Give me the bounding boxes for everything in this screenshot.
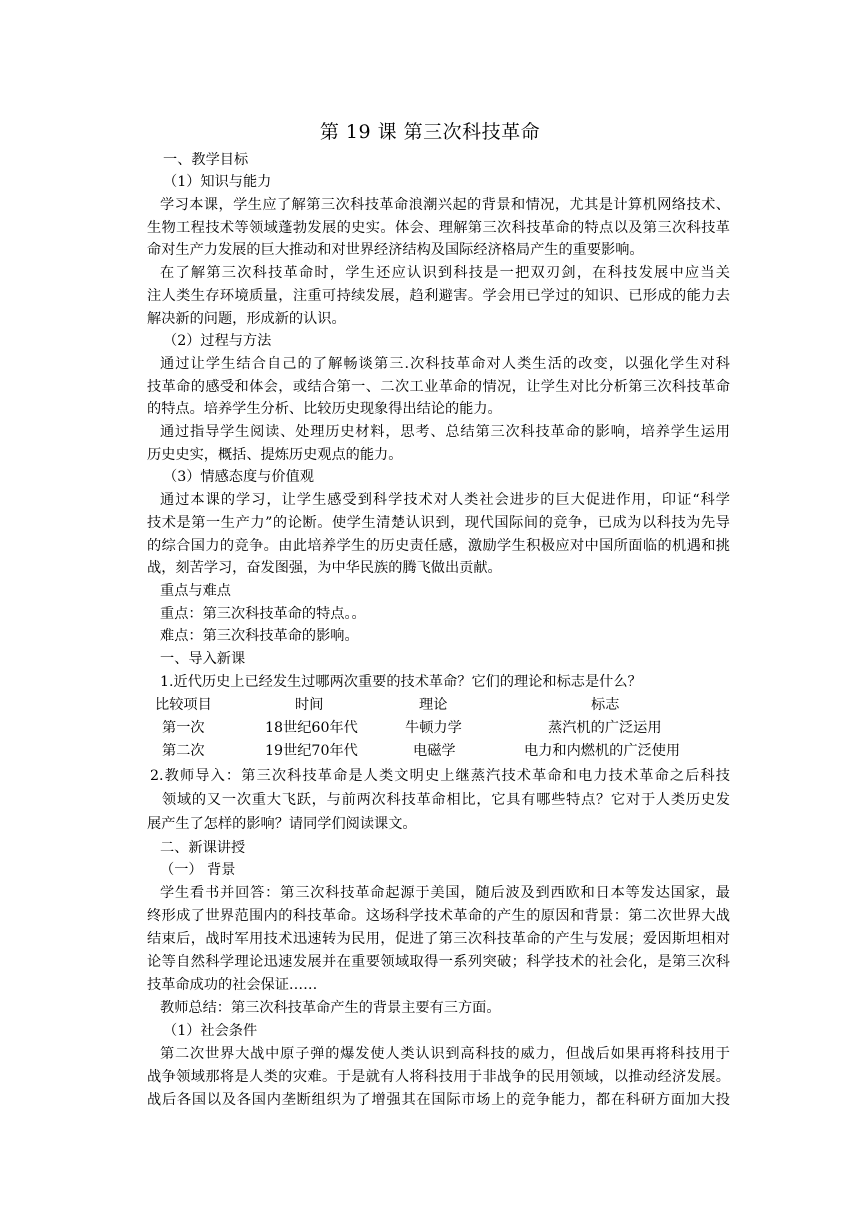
paragraph-line: 命对生产力发展的巨大推动和对世界经济结构及国际经济格局产生的重要影响。 [147,242,644,258]
subheading-knowledge: （1）知识与能力 [163,174,272,190]
heading-new-lesson: 二、新课讲授 [160,840,246,856]
subheading-process: （2）过程与方法 [163,333,272,349]
paragraph-line: 终形成了世界范围内的科技革命。这场科学技术革命的产生的原因和背景：第二次世界大战 [147,908,730,924]
paragraph-line: 论等自然科学理论迅速发展并在重要领域取得一系列突破；科学技术的社会化，是第三次科 [147,954,730,970]
table-cell: 18世纪60年代 [265,720,358,736]
heading-key-points: 重点与难点 [160,583,231,599]
paragraph-line: 展产生了怎样的影响？请同学们阅读课文。 [147,816,417,832]
paragraph-line: 技革命成功的社会保证…… [147,977,318,993]
paragraph-line: 通过本课的学习，让学生感受到科学技术对人类社会进步的巨大促进作用，印证“科学 [160,492,730,508]
difficulty-line: 难点：第三次科技革命的影响。 [160,628,359,644]
heading-introduction: 一、导入新课 [160,651,246,667]
teacher-summary-line: 教师总结：第三次科技革命产生的背景主要有三方面。 [160,1000,501,1016]
paragraph-line: 生物工程技术等领域蓬勃发展的史实。体会、理解第三次科技革命的特点以及第三次科技革 [147,220,730,236]
paragraph-line: 战争领域那将是人类的灾难。于是就有人将科技用于非战争的民用领域，以推动经济发展。 [147,1069,730,1085]
table-header-cell: 时间 [295,697,324,713]
paragraph-line: 战，刻苦学习，奋发图强，为中华民族的腾飞做出贡献。 [147,560,502,576]
subheading-attitude: （3）情感态度与价值观 [163,469,314,485]
paragraph-line: 学生看书并回答：第三次科技革命起源于美国，随后波及到西欧和日本等发达国家，最 [160,885,730,901]
paragraph-line: 技革命的感受和体会，或结合第一、二次工业革命的情况，让学生对比分析第三次科技革命 [147,379,730,395]
table-cell: 19世纪70年代 [265,743,358,759]
key-point-line: 重点：第三次科技革命的特点。。 [160,606,366,622]
table-cell: 电磁学 [413,743,456,759]
table-cell: 蒸汽机的广泛运用 [548,720,662,736]
paragraph-line: 的特点。培养学生分析、比较历史现象得出结论的能力。 [147,401,502,417]
paragraph-line: 的综合国力的竞争。由此培养学生的历史责任感，激励学生积极应对中国所面临的机遇和挑 [147,538,730,554]
table-cell: 牛顿力学 [405,720,462,736]
paragraph-line: 学习本课，学生应了解第三次科技革命浪潮兴起的背景和情况，尤其是计算机网络技术、 [160,197,730,213]
paragraph-line: 历史史实，概括、提炼历史观点的能力。 [147,447,403,463]
paragraph-line: 战后各国以及各国内垄断组织为了增强其在国际市场上的竞争能力，都在科研方面加大投 [147,1092,730,1108]
heading-teaching-goals: 一、教学目标 [163,152,249,168]
paragraph-line: 通过让学生结合自己的了解畅谈第三.次科技革命对人类生活的改变，以强化学生对科 [160,356,730,372]
table-cell: 第一次 [162,720,205,736]
paragraph-line: 结束后，战时军用技术迅速转为民用，促进了第三次科技革命的产生与发展；爱因斯坦相对 [147,931,730,947]
paragraph-line: 在了解第三次科技革命时，学生还应认识到科技是一把双刃剑，在科技发展中应当关 [160,265,730,281]
question-line: 1.近代历史上已经发生过哪两次重要的技术革命？它们的理论和标志是什么？ [160,674,642,690]
paragraph-line: 解决新的问题，形成新的认识。 [147,311,346,327]
paragraph-line: 注人类生存环境质量，注重可持续发展，趋利避害。学会用已学过的知识、已形成的能力去 [147,288,730,304]
paragraph-line: 领域的又一次重大飞跃，与前两次科技革命相比，它具有哪些特点？它对于人类历史发 [162,792,730,808]
table-cell: 第二次 [162,743,205,759]
subheading-social-conditions: （1）社会条件 [163,1023,258,1039]
paragraph-line: 技术是第一生产力”的论断。使学生清楚认识到，现代国际间的竞争，已成为以科技为先导 [147,515,730,531]
page-title: 第 19 课 第三次科技革命 [319,121,541,143]
paragraph-line: 通过指导学生阅读、处理历史材料，思考、总结第三次科技革命的影响，培养学生运用 [160,424,730,440]
table-header-cell: 比较项目 [155,697,212,713]
table-cell: 电力和内燃机的广泛使用 [524,743,681,759]
subheading-background: （一） 背景 [160,862,236,878]
paragraph-line: 第二次世界大战中原子弹的爆发使人类认识到高科技的威力，但战后如果再将科技用于 [160,1046,730,1062]
table-header-cell: 理论 [419,697,448,713]
table-header-cell: 标志 [591,697,620,713]
paragraph-line: 2.教师导入：第三次科技革命是人类文明史上继蒸汽技术革命和电力技术革命之后科技 [150,768,730,784]
